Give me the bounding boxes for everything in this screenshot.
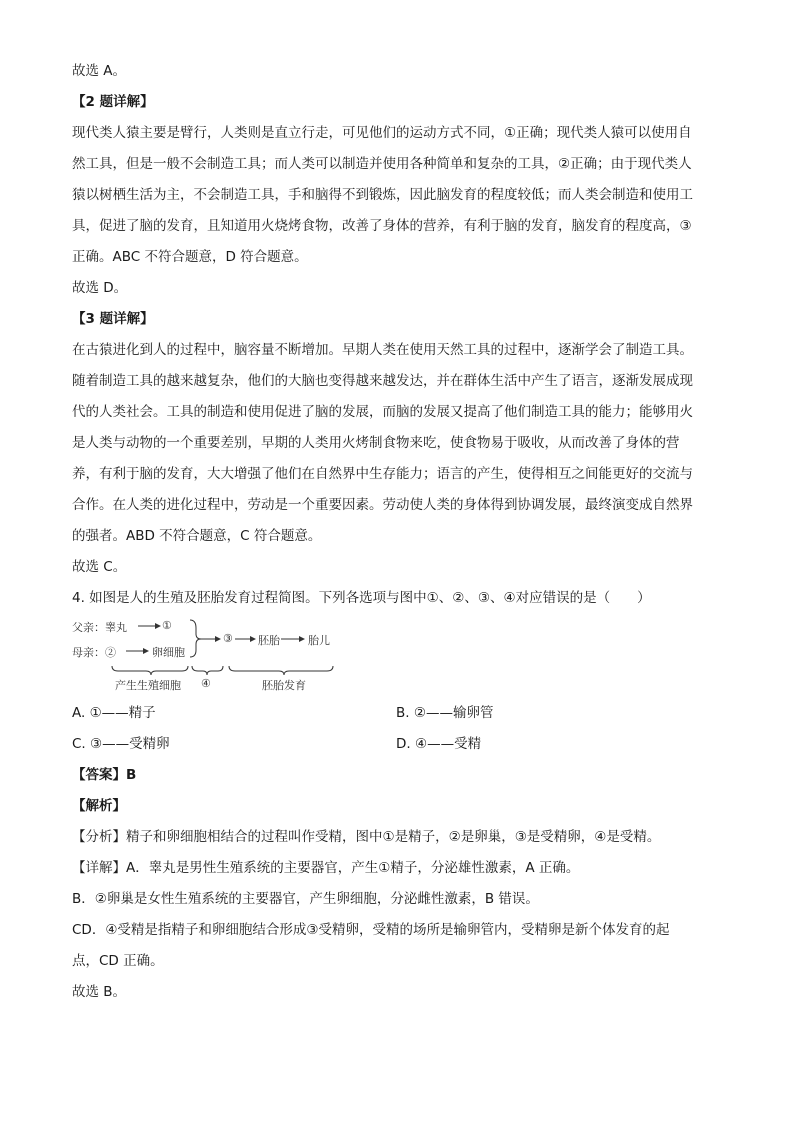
label-fetus: 胎儿: [308, 634, 330, 647]
brace-right: [190, 620, 201, 657]
q3-detail-line: 的强者。ABD 不符合题意，C 符合题意。: [72, 528, 322, 544]
label-circle-1: ①: [162, 619, 172, 632]
q3-detail-line: 是人类与动物的一个重要差别，早期的人类用火烤制食物来吃，使食物易于吸收，从而改善了身体的营: [72, 435, 680, 451]
label-egg-cell: 卵细胞: [152, 646, 185, 659]
answer-line-q1: 故选 A。: [72, 63, 127, 79]
reproduction-diagram: [72, 616, 372, 694]
detail-line: B．②卵巢是女性生殖系统的主要器官，产生卵细胞，分泌雌性激素，B 错误。: [72, 891, 539, 907]
option-d: D. ④——受精: [396, 736, 482, 752]
detail-line: 【详解】A．睾丸是男性生殖系统的主要器官，产生①精子，分泌雄性激素，A 正确。: [72, 860, 580, 876]
brace-fertilization: [192, 666, 223, 675]
answer-line-q2: 故选 D。: [72, 280, 128, 296]
q2-detail-line: 正确。ABC 不符合题意，D 符合题意。: [72, 249, 308, 265]
option-a: A. ①——精子: [72, 705, 156, 721]
detail-line: 点，CD 正确。: [72, 953, 164, 969]
q2-detail-line: 现代类人猿主要是臂行，人类则是直立行走，可见他们的运动方式不同，①正确；现代类人猿可以使用自: [72, 125, 692, 141]
analysis-heading: 【解析】: [72, 798, 126, 814]
options-row-1: [72, 698, 722, 729]
q3-detail-line: 随着制造工具的越来越复杂，他们的大脑也变得越来越发达，并在群体生活中产生了语言，逐渐发展成现: [72, 373, 693, 389]
q2-detail-line: 猿以树栖生活为主，不会制造工具，手和脑得不到锻炼，因此脑发育的程度较低；而人类会制造和使用工: [72, 187, 693, 203]
document-page: [72, 56, 722, 1008]
detail-line: CD．④受精是指精子和卵细胞结合形成③受精卵，受精的场所是输卵管内，受精卵是新个体发育的起: [72, 922, 670, 938]
answer-label: 【答案】B: [72, 767, 137, 783]
brace-gamete: [112, 666, 188, 675]
question-4-stem: 4. 如图是人的生殖及胚胎发育过程简图。下列各选项与图中①、②、③、④对应错误的是（ ）: [72, 590, 651, 606]
options-row-2: [72, 729, 722, 760]
q3-detail-line: 在古猿进化到人的过程中，脑容量不断增加。早期人类在使用天然工具的过程中，逐渐学会了制造工具。: [72, 342, 693, 358]
q3-detail-line: 养，有利于脑的发育，大大增强了他们在自然界中生存能力；语言的产生，使得相互之间能更好的交流与: [72, 466, 693, 482]
brace-development: [229, 666, 333, 675]
label-father-testis: 父亲：睾丸: [72, 621, 127, 634]
q3-detail-line: 合作。在人类的进化过程中，劳动是一个重要因素。劳动使人类的身体得到协调发展，最终演变成自然界: [72, 497, 693, 513]
q2-detail-line: 具，促进了脑的发育，且知道用火烧烤食物，改善了身体的营养，有利于脑的发育，脑发育的程度高，③: [72, 218, 692, 234]
label-produce-gametes: 产生生殖细胞: [115, 679, 181, 692]
option-b: B. ②——输卵管: [396, 705, 494, 721]
label-embryo-development: 胚胎发育: [262, 679, 306, 692]
analysis-text: 【分析】精子和卵细胞相结合的过程叫作受精，图中①是精子，②是卵巢，③是受精卵，④是受精。: [72, 829, 661, 845]
label-embryo: 胚胎: [258, 634, 280, 647]
answer-line-q4: 故选 B。: [72, 984, 127, 1000]
section-heading-q3: 【3 题详解】: [72, 311, 154, 327]
section-heading-q2: 【2 题详解】: [72, 94, 154, 110]
answer-line-q3: 故选 C。: [72, 559, 127, 575]
q3-detail-line: 代的人类社会。工具的制造和使用促进了脑的发展，而脑的发展又提高了他们制造工具的能力；能够用火: [72, 404, 693, 420]
q2-detail-line: 然工具，但是一般不会制造工具；而人类可以制造并使用各种简单和复杂的工具，②正确；由于现代类人: [72, 156, 692, 172]
option-c: C. ③——受精卵: [72, 736, 170, 752]
label-mother-2: 母亲：②: [72, 646, 116, 659]
label-circle-4: ④: [201, 677, 211, 690]
label-circle-3: ③: [223, 632, 233, 645]
